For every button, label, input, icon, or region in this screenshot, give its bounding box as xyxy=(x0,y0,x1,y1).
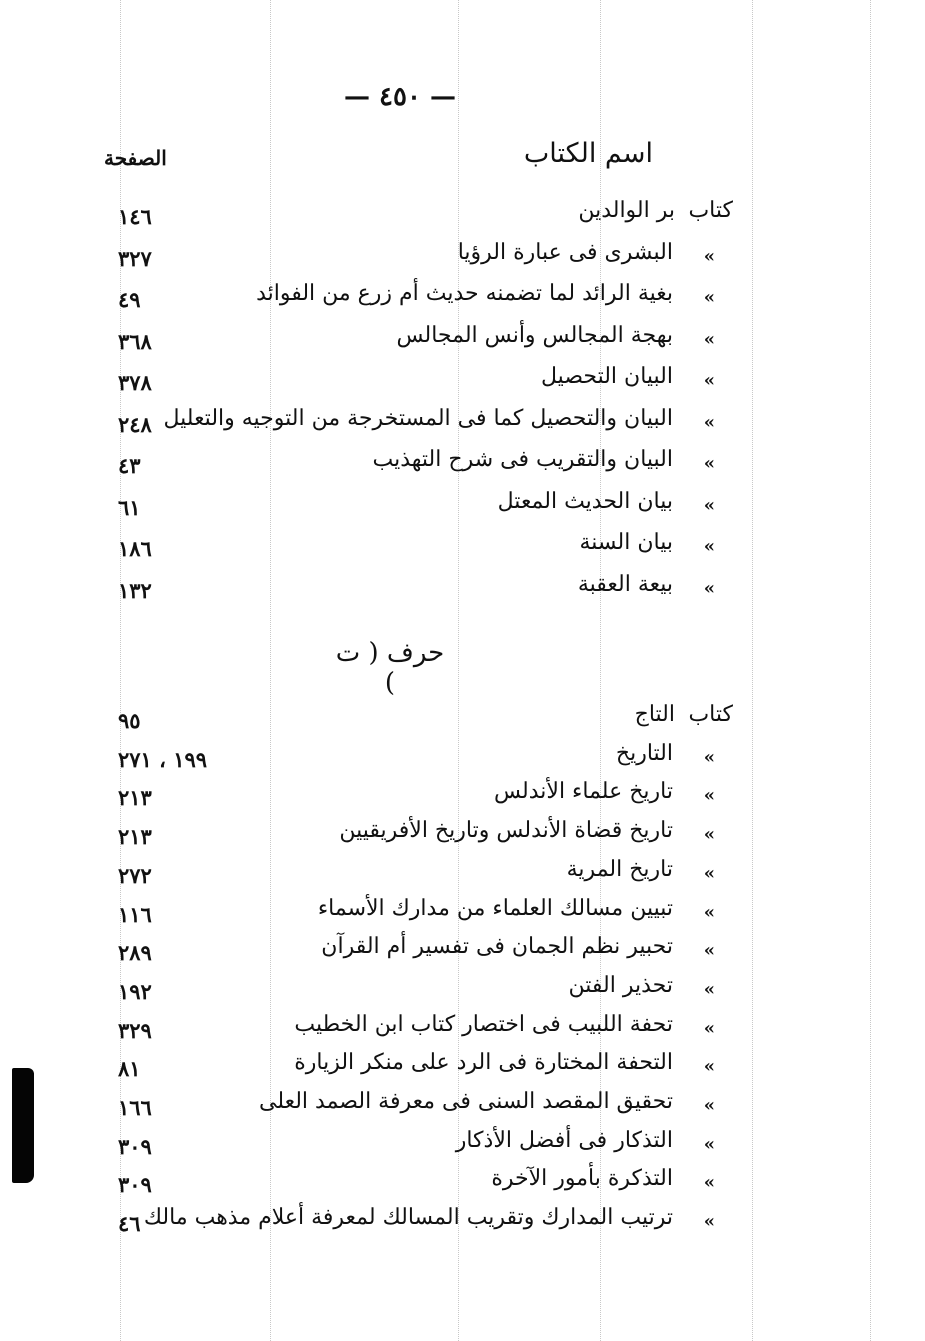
book-title: البيان التحصيل xyxy=(541,364,673,389)
entry-marker: » xyxy=(703,287,715,308)
entry-marker: كتاب xyxy=(688,198,733,223)
book-name-header: اسم الكتاب xyxy=(523,138,653,169)
entry-marker: » xyxy=(703,978,715,1000)
entry-marker: » xyxy=(703,785,715,807)
page-ref: ١١٦ xyxy=(118,901,152,927)
book-title: تبيين مسالك العلماء من مدارك الأسماء xyxy=(317,895,673,921)
book-title: تحقيق المقصد السنى فى معرفة الصمد العلى xyxy=(258,1089,673,1114)
book-title: تاريخ قضاة الأندلس وتاريخ الأفريقيين xyxy=(339,818,673,844)
page-ref: ١٩٩ ، ٢٧١ xyxy=(118,746,208,772)
book-title: التذكرة بأمور الآخرة xyxy=(491,1166,673,1192)
book-title: بر الوالدين xyxy=(578,198,675,223)
list-item xyxy=(0,739,925,779)
page-ref: ٣٦٨ xyxy=(118,328,152,354)
list-item xyxy=(0,279,925,319)
list-item xyxy=(0,528,925,568)
entry-marker: » xyxy=(703,1056,715,1078)
list-item xyxy=(0,1164,925,1204)
entry-marker: » xyxy=(703,536,715,557)
entry-marker: » xyxy=(703,824,715,846)
entry-marker: » xyxy=(703,1133,715,1155)
entry-marker: » xyxy=(703,746,715,768)
book-title: تاريخ المرية xyxy=(566,856,673,882)
entry-marker: » xyxy=(703,1017,715,1039)
list-item xyxy=(0,894,925,934)
entry-marker: » xyxy=(703,494,715,516)
entry-marker: » xyxy=(703,940,715,962)
page-ref: ٤٣ xyxy=(118,453,141,478)
list-item xyxy=(0,1126,925,1166)
entry-marker: » xyxy=(703,370,715,391)
page-ref: ١٤٦ xyxy=(118,204,152,229)
page-ref: ٨١ xyxy=(118,1056,141,1082)
list-item xyxy=(0,700,925,740)
page-column-header: الصفحة xyxy=(104,146,167,170)
list-item xyxy=(0,1010,925,1050)
page-ref: ١٦٦ xyxy=(118,1095,152,1120)
page-ref: ٢٤٨ xyxy=(118,411,152,437)
list-item xyxy=(0,238,925,278)
book-title: بغية الرائد لما تضمنه حديث أم زرع من الفوائد xyxy=(256,281,673,306)
entry-marker: » xyxy=(703,453,715,474)
list-item xyxy=(0,321,925,361)
book-title: بهجة المجالس وأنس المجالس xyxy=(396,322,673,348)
book-title: التاريخ xyxy=(615,740,673,766)
page-ref: ٣٧٨ xyxy=(118,370,152,395)
book-title: تحذير الفتن xyxy=(568,972,673,998)
page-ref: ١٩٢ xyxy=(118,978,152,1004)
list-item xyxy=(0,855,925,895)
page-ref: ٤٩ xyxy=(118,287,141,312)
list-item xyxy=(0,932,925,972)
list-item xyxy=(0,971,925,1011)
page-number: — ٤٥٠ — xyxy=(343,82,457,112)
entry-marker: » xyxy=(703,1172,715,1194)
page-ref: ٣٠٩ xyxy=(118,1133,152,1159)
page-ref: ٣٢٧ xyxy=(118,245,152,271)
book-title: ترتيب المدارك وتقريب المسالك لمعرفة أعلام مذهب مالك xyxy=(143,1205,673,1231)
page-ref: ٢١٣ xyxy=(118,785,152,811)
entry-marker: » xyxy=(703,245,715,267)
book-title: التذكار فى أفضل الأذكار xyxy=(455,1127,673,1153)
entry-marker: » xyxy=(703,1211,715,1233)
page-ref: ٢٧٢ xyxy=(118,862,152,888)
page-ref: ٦١ xyxy=(118,494,141,520)
book-title: التحفة المختارة فى الرد على منكر الزيارة xyxy=(294,1050,673,1076)
section-heading-ta: حرف ( ت ) xyxy=(335,638,445,698)
entry-marker: كتاب xyxy=(688,702,733,727)
entry-marker: » xyxy=(703,577,715,599)
page-ref: ٣٢٩ xyxy=(118,1017,152,1043)
list-item xyxy=(0,816,925,856)
list-item xyxy=(0,196,925,236)
book-title: البيان والتحصيل كما فى المستخرجة من التوجيه والتعليل xyxy=(163,405,673,431)
list-item xyxy=(0,570,925,610)
book-title: البيان والتقريب فى شرح التهذيب xyxy=(372,447,673,472)
book-title: التاج xyxy=(634,702,675,727)
page-ref: ١٨٦ xyxy=(118,536,152,561)
page-ref: ٢٨٩ xyxy=(118,940,152,966)
page-ref: ٤٦ xyxy=(118,1211,141,1237)
list-item xyxy=(0,445,925,485)
book-title: بيان السنة xyxy=(579,530,673,555)
book-title: بيعة العقبة xyxy=(577,571,673,597)
entry-marker: » xyxy=(703,901,715,923)
book-title: بيان الحديث المعتل xyxy=(497,488,673,514)
page-ref: ٩٥ xyxy=(118,708,141,733)
entry-marker: » xyxy=(703,862,715,884)
entry-marker: » xyxy=(703,1095,715,1116)
list-item xyxy=(0,1203,925,1243)
page-ref: ١٣٢ xyxy=(118,577,152,603)
scan-edge-mark xyxy=(12,1068,34,1183)
book-title: تحبير نظم الجمان فى تفسير أم القرآن xyxy=(321,934,673,960)
page-ref: ٣٠٩ xyxy=(118,1172,152,1198)
list-item xyxy=(0,362,925,402)
entry-marker: » xyxy=(703,411,715,433)
list-item xyxy=(0,777,925,817)
list-item xyxy=(0,487,925,527)
list-item xyxy=(0,404,925,444)
page-ref: ٢١٣ xyxy=(118,824,152,850)
book-title: تحفة اللبيب فى اختصار كتاب ابن الخطيب xyxy=(294,1011,673,1037)
list-item xyxy=(0,1048,925,1088)
entry-marker: » xyxy=(703,328,715,350)
book-title: البشرى فى عبارة الرؤيا xyxy=(457,239,673,265)
book-title: تاريخ علماء الأندلس xyxy=(493,779,673,805)
list-item xyxy=(0,1087,925,1127)
